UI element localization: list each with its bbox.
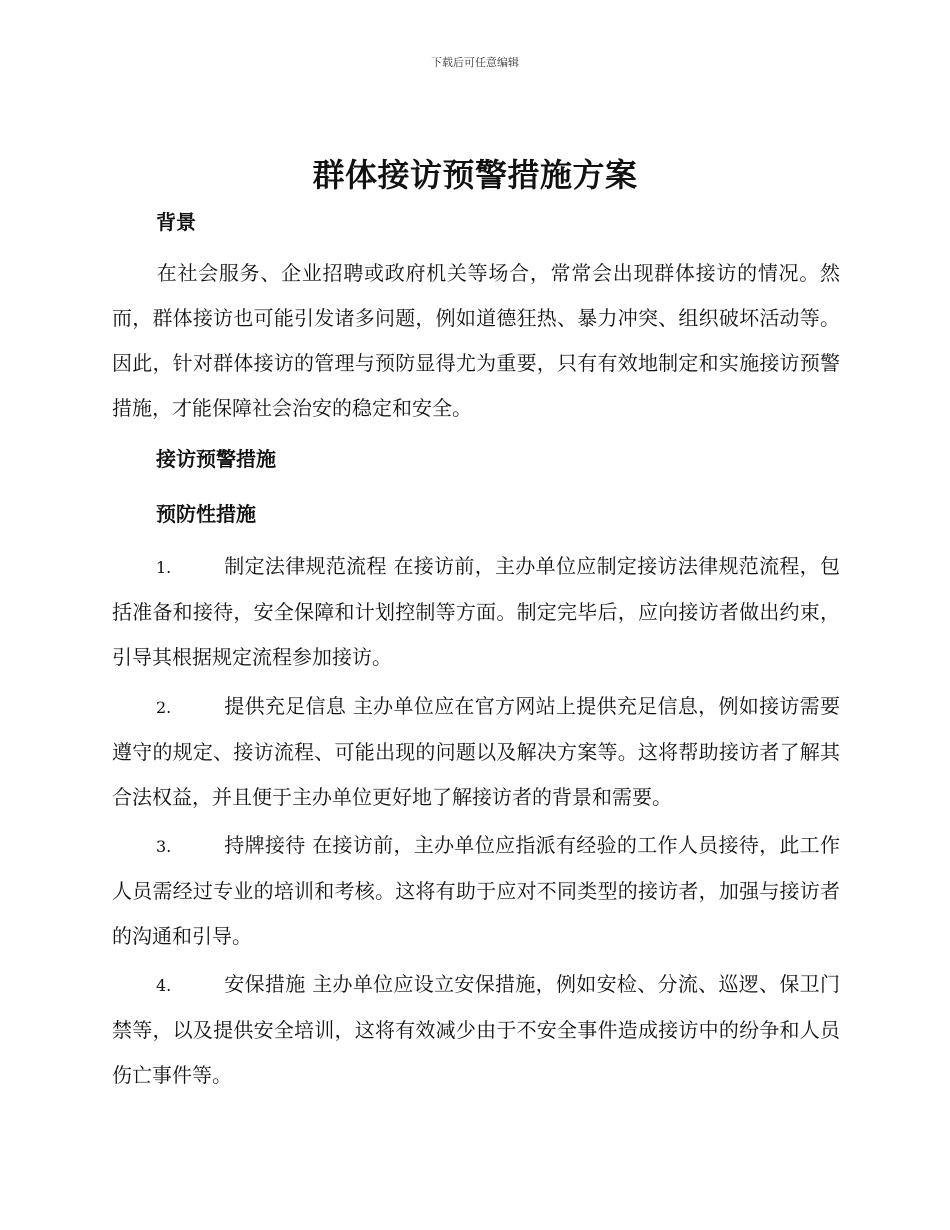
list-item-text: 持牌接待 在接访前，主办单位应指派有经验的工作人员接待，此工作人员需经过专业的培训和考核。这将有助于应对不同类型的接访者，加强与接访者的沟通和引导。 [112, 833, 840, 948]
list-item [112, 962, 840, 1098]
section-heading-measures: 接访预警措施 [156, 447, 276, 471]
list-item-text: 安保措施 主办单位应设立安保措施，例如安检、分流、巡逻、保卫门禁等，以及提供安全培训，这将有效减少由于不安全事件造成接访中的纷争和人员伤亡事件等。 [112, 972, 840, 1087]
subsection-heading-preventive: 预防性措施 [156, 502, 256, 526]
background-paragraph [112, 251, 840, 431]
header-note: 下载后可任意编辑 [431, 56, 519, 69]
list-item-number: 3. [156, 837, 172, 856]
list-item [112, 544, 840, 680]
section-heading-background: 背景 [156, 210, 196, 234]
list-item-text: 提供充足信息 主办单位应在官方网站上提供充足信息，例如接访需要遵守的规定、接访流程、可能出现的问题以及解决方案等。这将帮助接访者了解其合法权益，并且便于主办单位更好地了解接访者的背景和需要。 [112, 694, 840, 809]
list-item [112, 684, 840, 820]
background-text: 在社会服务、企业招聘或政府机关等场合，常常会出现群体接访的情况。然而，群体接访也可能引发诸多问题，例如道德狂热、暴力冲突、组织破坏活动等。因此，针对群体接访的管理与预防显得尤为重要，只有有效地制定和实施接访预警措施，才能保障社会治安的稳定和安全。 [112, 261, 840, 420]
list-item-number: 2. [156, 698, 172, 717]
list-item-text: 制定法律规范流程 在接访前，主办单位应制定接访法律规范流程，包括准备和接待，安全保障和计划控制等方面。制定完毕后，应向接访者做出约束，引导其根据规定流程参加接访。 [112, 554, 840, 669]
list-item-number: 4. [156, 976, 172, 995]
list-item [112, 823, 840, 959]
list-item-number: 1. [156, 558, 172, 577]
document-title: 群体接访预警措施方案 [312, 156, 638, 194]
